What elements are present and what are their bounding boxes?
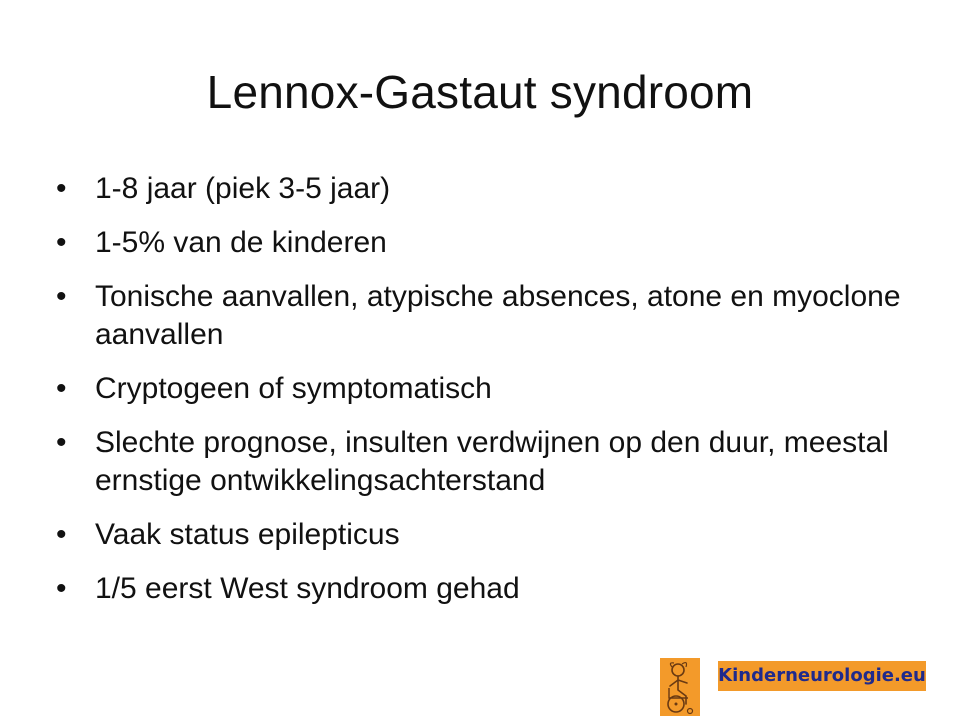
- bullet-item: • Tonische aanvallen, atypische absences, atone en myoclone aanvallen: [56, 278, 916, 354]
- bullet-item: • 1-8 jaar (piek 3-5 jaar): [56, 170, 916, 208]
- bullet-item: • Vaak status epilepticus: [56, 516, 916, 554]
- child-wheelchair-icon: [660, 658, 700, 716]
- kinderneurologie-logo: [660, 658, 928, 716]
- bullet-list: [56, 170, 916, 624]
- slide-title: Lennox-Gastaut syndroom: [206, 66, 754, 118]
- logo-text: Kinderneurologie.eu: [718, 661, 926, 691]
- bullet-item: • Slechte prognose, insulten verdwijnen op den duur, meestal ernstige ontwikkelingsachterstand: [56, 424, 916, 500]
- bullet-item: • 1-5% van de kinderen: [56, 224, 916, 262]
- bullet-item: • Cryptogeen of symptomatisch: [56, 370, 916, 408]
- bullet-item: • 1/5 eerst West syndroom gehad: [56, 570, 916, 608]
